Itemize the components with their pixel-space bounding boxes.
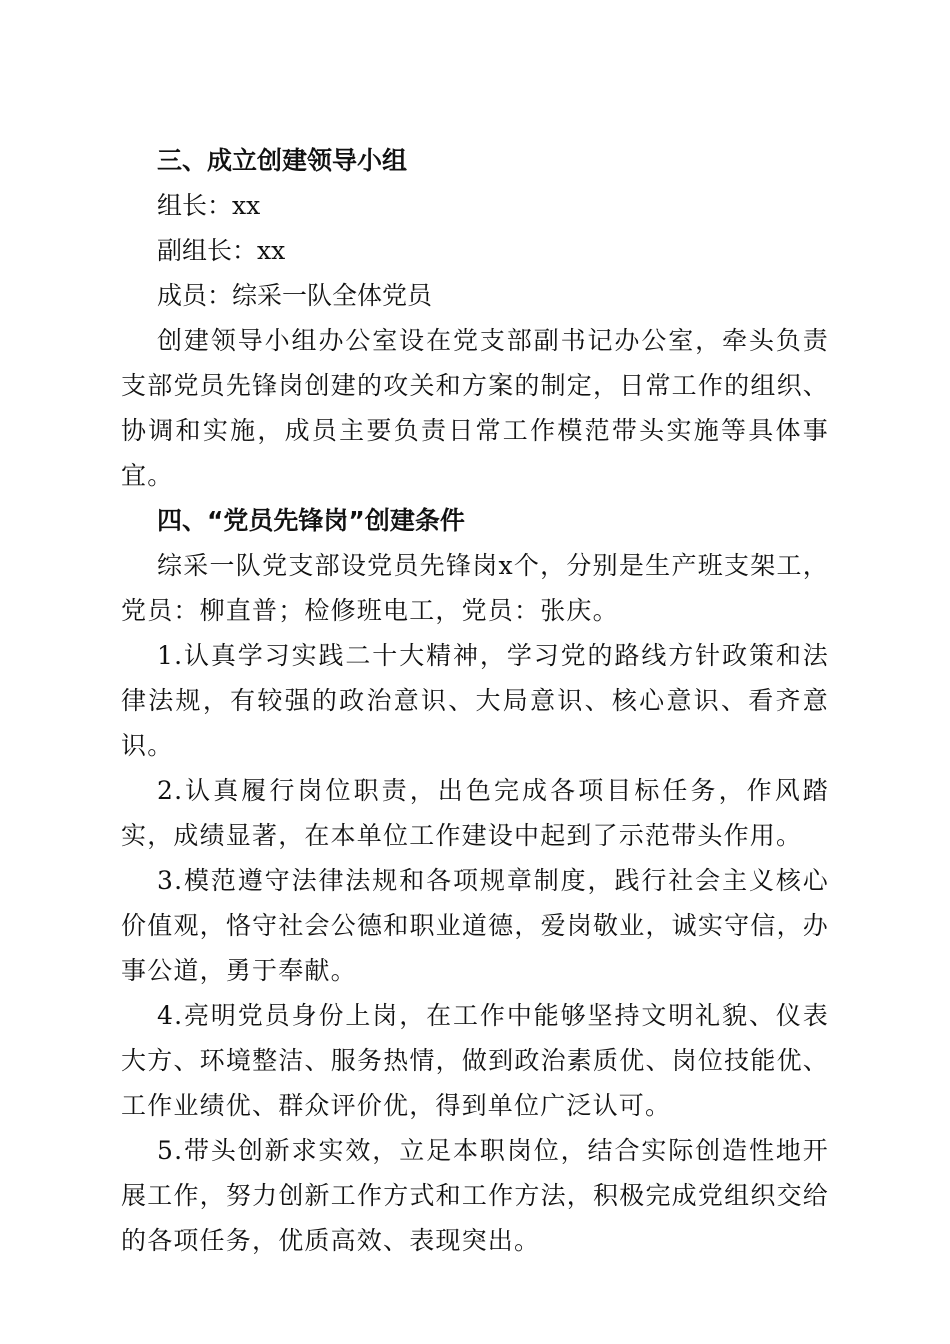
members-line: 成员：综采一队全体党员 xyxy=(157,281,433,310)
condition-item-2: 2.认真履行岗位职责，出色完成各项目标任务，作风踏实，成绩显著，在本单位工作建设中起到了示范带头作用。 xyxy=(121,776,829,850)
document-body xyxy=(121,138,829,1263)
section-4-intro-paragraph: 综采一队党支部设党员先锋岗x个，分别是生产班支架工，党员：柳直普；检修班电工，党员：张庆。 xyxy=(121,551,829,625)
condition-item-1: 1.认真学习实践二十大精神，学习党的路线方针政策和法律法规，有较强的政治意识、大局意识、核心意识、看齐意识。 xyxy=(121,641,829,760)
group-leader-line: 组长：xx xyxy=(157,191,261,220)
section-3-heading: 三、成立创建领导小组 xyxy=(157,146,408,175)
section-4-heading: 四、“党员先锋岗”创建条件 xyxy=(157,506,465,535)
office-paragraph: 创建领导小组办公室设在党支部副书记办公室，牵头负责支部党员先锋岗创建的攻关和方案的制定，日常工作的组织、协调和实施，成员主要负责日常工作模范带头实施等具体事宜。 xyxy=(121,326,829,490)
condition-item-4: 4.亮明党员身份上岗，在工作中能够坚持文明礼貌、仪表大方、环境整洁、服务热情，做到政治素质优、岗位技能优、工作业绩优、群众评价优，得到单位广泛认可。 xyxy=(121,1001,829,1120)
condition-item-3: 3.模范遵守法律法规和各项规章制度，践行社会主义核心价值观，恪守社会公德和职业道德，爱岗敬业，诚实守信，办事公道，勇于奉献。 xyxy=(121,866,829,985)
condition-item-5: 5.带头创新求实效，立足本职岗位，结合实际创造性地开展工作，努力创新工作方式和工作方法，积极完成党组织交给的各项任务，优质高效、表现突出。 xyxy=(121,1136,829,1255)
deputy-leader-line: 副组长：xx xyxy=(157,236,286,265)
